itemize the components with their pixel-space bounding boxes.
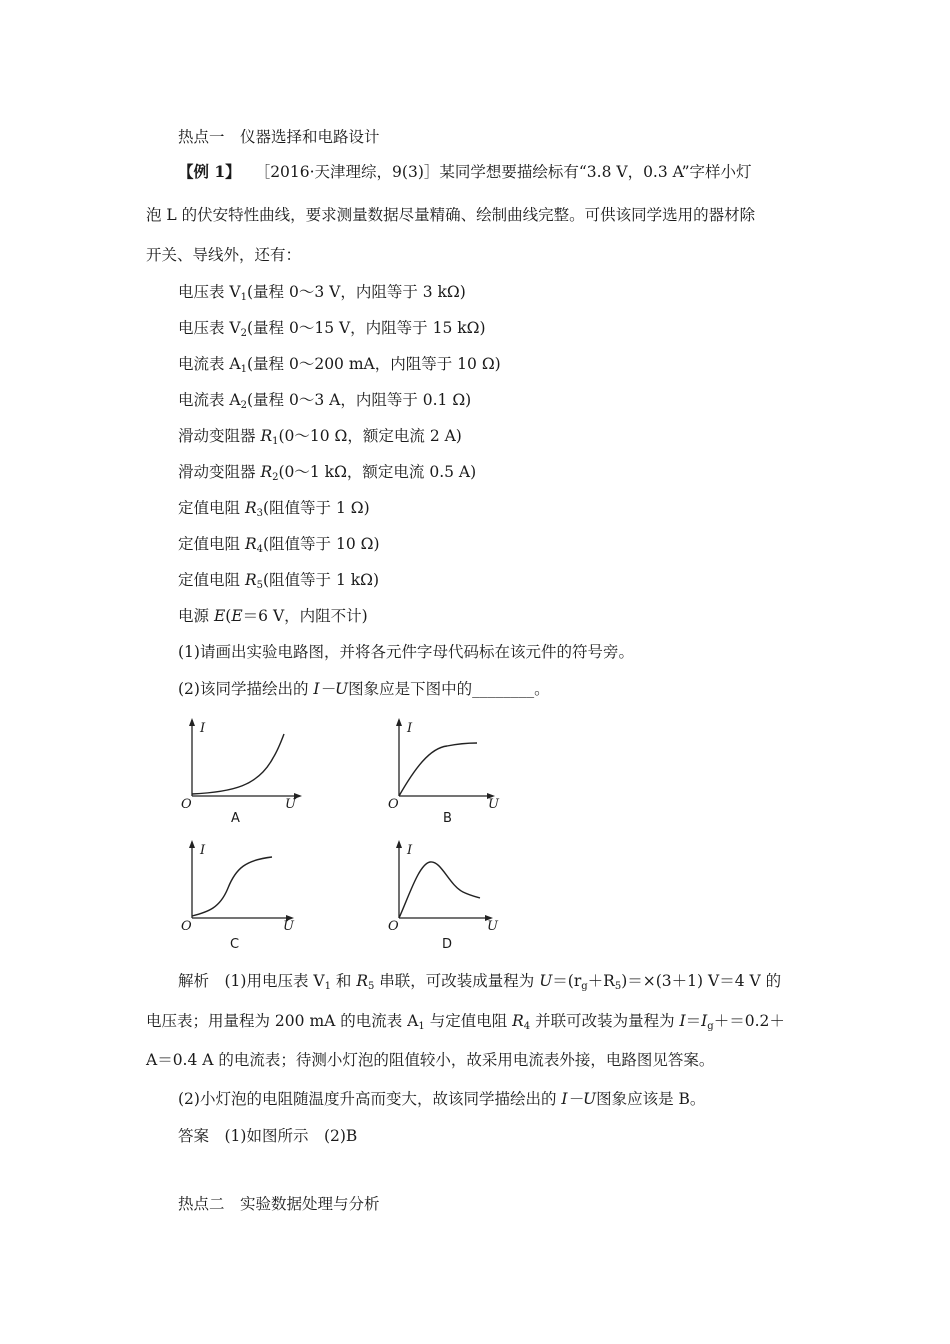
question-1: (1)请画出实验电路图，并将各元件字母代码标在该元件的符号旁。: [178, 643, 634, 661]
graph-a-svg: [178, 718, 318, 836]
equipment-r2: 滑动变阻器 $R_2(0\sim 1$ kΩ，额定电流 0.5 A): [178, 463, 477, 483]
example-text-1: ［2016·天津理综，9(3)］某同学想要描绘标有“3.8 V，0.3 A”字样小灯: [254, 163, 752, 181]
solution-line-2: 电压表；用量程为 200 mA 的电流表 $A_1$ 与定值电阻 $R_4$ 并联可改装为量程为 $I=I_g+=0.2+$: [146, 1012, 785, 1032]
section-title-1: 热点一 仪器选择和电路设计: [178, 128, 380, 146]
graph-b-origin: O: [388, 797, 399, 812]
graph-b-x-label: U: [488, 797, 499, 812]
solution-line-3: A＝0.4 A 的电流表；待测小灯泡的阻值较小，故采用电流表外接，电路图见答案。: [146, 1051, 715, 1069]
example-line-1: [178, 162, 752, 182]
graph-b-curve: [399, 743, 477, 796]
graph-d-y-label: I: [407, 843, 413, 858]
graph-b-svg: [385, 718, 525, 836]
graph-c-curve: [192, 857, 272, 916]
graph-c-y-label: I: [200, 843, 206, 858]
equipment-r4: 定值电阻 $R_4$(阻值等于 10 Ω): [178, 535, 380, 555]
example-line-3: 开关、导线外，还有：: [146, 246, 302, 264]
section-title-2: 热点二 实验数据处理与分析: [178, 1195, 380, 1213]
graph-c-y-arrow: [189, 840, 195, 848]
graph-a-origin: O: [181, 797, 192, 812]
graph-c-origin: O: [181, 919, 192, 934]
graph-a: [178, 718, 318, 836]
graph-d-x-label: U: [487, 919, 498, 934]
graph-b: [385, 718, 525, 836]
graph-a-x-label: U: [285, 797, 296, 812]
equipment-a2: 电流表 $A_2$(量程 0～3 A，内阻等于 0.1 Ω): [178, 391, 472, 411]
solution-line-1: 解析 (1)用电压表 $V_1$ 和 $R_5$ 串联，可改装成量程为 $U=(r_g+R_5)=\times(3+1)$ V＝4 V 的: [178, 972, 782, 992]
equipment-r5: 定值电阻 $R_5$(阻值等于 1 kΩ): [178, 571, 380, 591]
answer-line: 答案 (1)如图所示 (2)B: [178, 1127, 358, 1145]
graph-c: [178, 840, 318, 958]
equipment-v2: 电压表 $V_2$(量程 0～15 V，内阻等于 15 kΩ): [178, 319, 486, 339]
solution-line-4: (2)小灯泡的电阻随温度升高而变大，故该同学描绘出的 I－U图象应该是 B。: [178, 1090, 706, 1108]
equipment-a1: 电流表 $A_1$(量程 0～200 mA，内阻等于 10 Ω): [178, 355, 501, 375]
graph-b-y-label: I: [407, 721, 413, 736]
equipment-e: 电源 E(E＝6 V，内阻不计): [178, 607, 368, 625]
graph-c-x-label: U: [283, 919, 294, 934]
graph-d-curve: [399, 862, 480, 918]
example-tag: 【例 1】: [178, 162, 241, 181]
equipment-r3: 定值电阻 $R_3$(阻值等于 1 Ω): [178, 499, 370, 519]
graph-a-y-arrow: [189, 718, 195, 726]
graph-d-y-arrow: [396, 840, 402, 848]
equipment-r1: 滑动变阻器 $R_1(0\sim 10$ Ω，额定电流 2 A): [178, 427, 462, 447]
graph-d-caption: D: [442, 937, 453, 952]
equipment-v1: 电压表 $V_1$(量程 0～3 V，内阻等于 3 kΩ): [178, 283, 466, 303]
graph-b-caption: B: [443, 811, 452, 826]
example-line-2: 泡 L 的伏安特性曲线，要求测量数据尽量精确、绘制曲线完整。可供该同学选用的器材除: [146, 206, 756, 224]
graph-a-caption: A: [231, 811, 240, 826]
question-2: (2)该同学描绘出的 I－U图象应是下图中的________。: [178, 680, 550, 698]
graph-a-curve: [192, 734, 284, 794]
graph-c-svg: [178, 840, 318, 958]
graph-d: [385, 840, 525, 958]
graph-b-y-arrow: [396, 718, 402, 726]
graph-d-origin: O: [388, 919, 399, 934]
graph-d-svg: [385, 840, 525, 958]
graph-a-y-label: I: [200, 721, 206, 736]
graph-c-caption: C: [230, 937, 240, 952]
